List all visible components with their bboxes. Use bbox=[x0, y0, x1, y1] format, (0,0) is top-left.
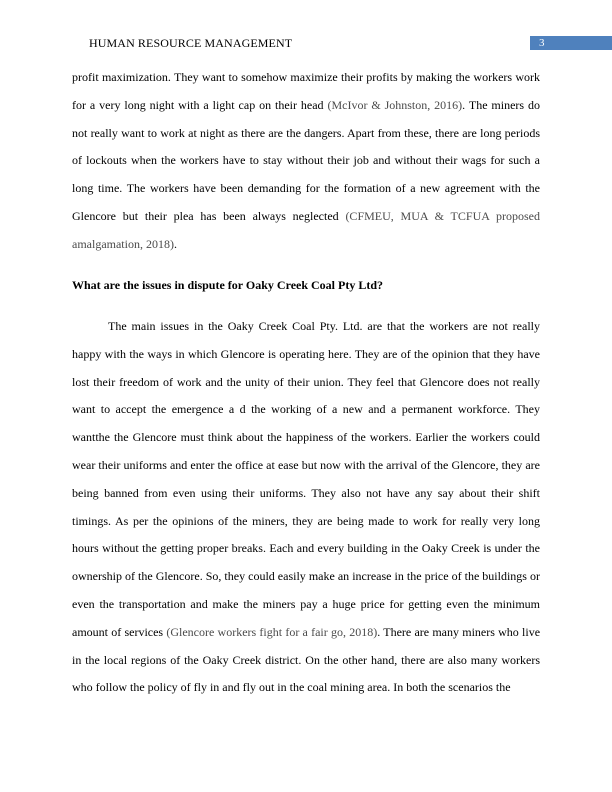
body-paragraph-2 bbox=[72, 313, 540, 702]
citation: (Glencore workers fight for a fair go, 2018) bbox=[166, 624, 378, 639]
running-header-title: HUMAN RESOURCE MANAGEMENT bbox=[89, 36, 293, 50]
body-paragraph-1 bbox=[72, 64, 540, 259]
paragraph-text: . The miners do not really want to work at night as there are the dangers. Apart from these, there are long periods of lockouts when the workers have to stay without their job and without their wags for such a long time. The workers have been demanding for the formation of a new agreement with the Glencore but their plea has been always neglected bbox=[72, 97, 540, 223]
section-heading: What are the issues in dispute for Oaky Creek Coal Pty Ltd? bbox=[72, 278, 384, 292]
paragraph-text: The main issues in the Oaky Creek Coal Pty. Ltd. are that the workers are not really happy with the ways in which Glencore is operating here. They are of the opinion that they have lost their freedom of work and the unity of their union. They feel that Glencore does not really want to accept the emergence a d the working of a new and a permanent workforce. They wantthe the Glencore must think about the happiness of the workers. Earlier the workers could wear their uniforms and enter the office at ease but now with the arrival of the Glencore, they are being banned from even using their uniforms. They also not have any say about their shift timings. As per the opinions of the miners, they are being made to work for really very long hours without the getting proper breaks. Each and every building in the Oaky Creek is under the ownership of the Glencore. So, they could easily make an increase in the price of the buildings or even the transportation and make the miners pay a huge price for getting even the minimum amount of services bbox=[72, 319, 540, 639]
paragraph-text: . There are many miners who live in the local regions of the Oaky Creek district. On the other hand, there are also many workers who follow the policy of fly in and fly out in the coal mining area. In both the scenarios the bbox=[72, 624, 541, 695]
citation: (CFMEU, MUA & TCFUA proposed amalgamation, 2018) bbox=[72, 208, 541, 251]
page-number: 3 bbox=[539, 37, 545, 49]
paragraph-text: . bbox=[173, 236, 177, 251]
paragraph-text: profit maximization. They want to somehow maximize their profits by making the workers work for a very long night with a light cap on their head bbox=[72, 70, 540, 112]
citation: (McIvor & Johnston, 2016) bbox=[327, 97, 463, 112]
page-number-bar bbox=[530, 36, 612, 50]
